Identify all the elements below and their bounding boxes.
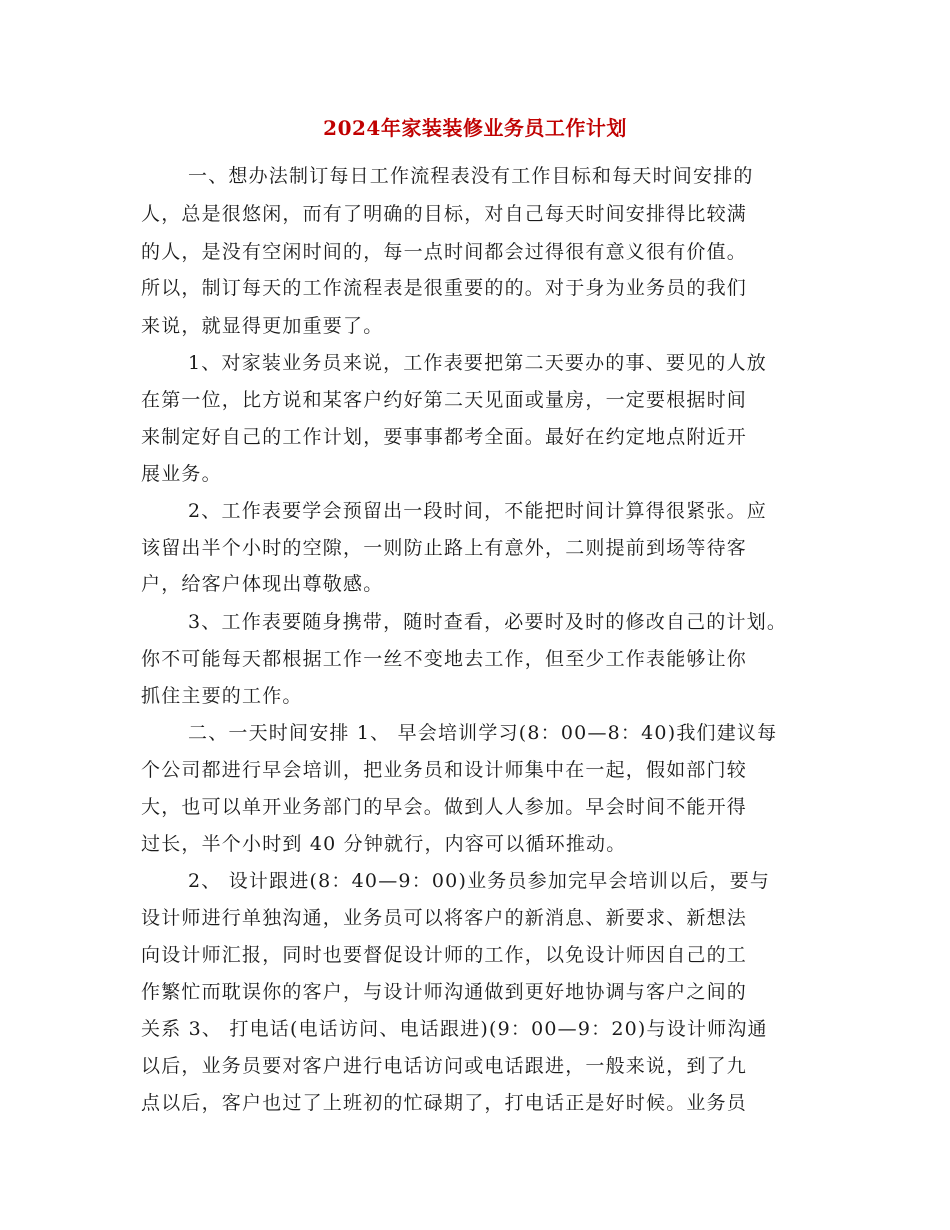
paragraph-line: 所以，制订每天的工作流程表是很重要的的。对于身为业务员的我们 [141, 277, 748, 299]
paragraph-line: 过长，半个小时到 40 分钟就行，内容可以循环推动。 [141, 833, 627, 855]
paragraph-line: 人，总是很悠闲，而有了明确的目标，对自己每天时间安排得比较满 [141, 203, 748, 225]
paragraph-line: 设计师进行单独沟通，业务员可以将客户的新消息、新要求、新想法 [141, 907, 748, 929]
paragraph-line: 一、想办法制订每日工作流程表没有工作目标和每天时间安排的 [188, 165, 754, 187]
paragraph-line: 来说，就显得更加重要了。 [141, 315, 384, 337]
paragraph-line: 2、工作表要学会预留出一段时间，不能把时间计算得很紧张。应 [188, 500, 767, 522]
paragraph-line: 1、对家装业务员来说，工作表要把第二天要办的事、要见的人放 [188, 352, 767, 374]
paragraph-line: 3、工作表要随身携带，随时查看，必要时及时的修改自己的计划。 [188, 611, 788, 633]
paragraph-line: 户，给客户体现出尊敬感。 [141, 573, 384, 595]
paragraph-line: 抓住主要的工作。 [141, 685, 303, 707]
paragraph-line: 来制定好自己的工作计划，要事事都考全面。最好在约定地点附近开 [141, 426, 748, 448]
paragraph-line: 个公司都进行早会培训，把业务员和设计师集中在一起，假如部门较 [141, 759, 748, 781]
paragraph-line: 2、 设计跟进(8：40—9：00)业务员参加完早会培训以后，要与 [188, 870, 771, 892]
paragraph-line: 点以后，客户也过了上班初的忙碌期了，打电话正是好时候。业务员 [141, 1092, 748, 1114]
paragraph-line: 作繁忙而耽误你的客户，与设计师沟通做到更好地协调与客户之间的 [141, 981, 748, 1003]
paragraph-line: 展业务。 [141, 463, 222, 485]
paragraph-line: 关系 3、 打电话(电话访问、电话跟进)(9：00—9：20)与设计师沟通 [141, 1018, 768, 1040]
paragraph-line: 你不可能每天都根据工作一丝不变地去工作，但至少工作表能够让你 [141, 648, 748, 670]
paragraph-line: 的人，是没有空闲时间的，每一点时间都会过得很有意义很有价值。 [141, 241, 748, 263]
paragraph-line: 该留出半个小时的空隙，一则防止路上有意外，二则提前到场等待客 [141, 537, 748, 559]
paragraph-line: 在第一位，比方说和某客户约好第二天见面或量房，一定要根据时间 [141, 389, 748, 411]
document-title: 2024年家装装修业务员工作计划 [323, 116, 627, 140]
paragraph-line: 向设计师汇报，同时也要督促设计师的工作，以免设计师因自己的工 [141, 944, 748, 966]
paragraph-line: 大，也可以单开业务部门的早会。做到人人参加。早会时间不能开得 [141, 796, 748, 818]
paragraph-line: 二、一天时间安排 1、 早会培训学习(8：00—8：40)我们建议每 [188, 722, 778, 744]
paragraph-line: 以后，业务员要对客户进行电话访问或电话跟进，一般来说，到了九 [141, 1055, 748, 1077]
